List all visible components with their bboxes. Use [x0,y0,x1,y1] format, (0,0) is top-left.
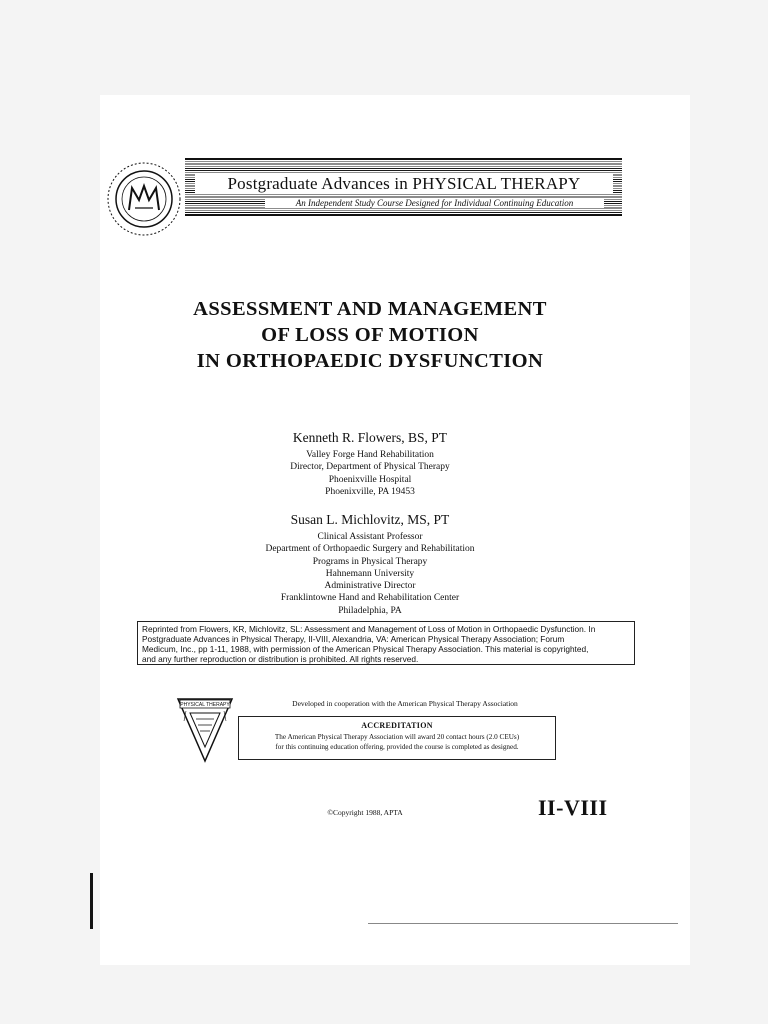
reprint-line: and any further reproduction or distribution is prohibited. All rights reserved. [142,654,419,664]
accreditation-line: The American Physical Therapy Association will award 20 contact hours (2.0 CEUs) [274,733,520,741]
document-title [130,296,610,374]
developed-note: Developed in cooperation with the American Physical Therapy Association [292,699,518,708]
logo-text: PHYSICAL THERAPY [180,702,230,709]
accreditation-heading: ACCREDITATION [361,721,433,730]
affiliation-line: Valley Forge Hand Rehabilitation [306,450,434,460]
title-line: OF LOSS OF MOTION [261,324,479,346]
reprint-line: Postgraduate Advances in Physical Therapy, II-VIII, Alexandria, VA: American Physical Therapy Association; Forum [142,634,565,644]
seal-logo-icon [105,160,183,238]
affiliation-line: Hahnemann University [325,568,415,579]
reprint-line: Medicum, Inc., pp 1-11, 1988, with permission of the American Physical Therapy Association. This material is copyrighted, [142,644,589,654]
title-line: ASSESSMENT AND MANAGEMENT [193,298,547,320]
affiliation-line: Director, Department of Physical Therapy [290,462,450,473]
series-subtitle: An Independent Study Course Designed for Individual Continuing Education [265,198,604,208]
affiliation-line: Phoenixville, PA 19453 [325,486,415,497]
author-block-1 [180,430,560,498]
affiliation-line: Clinical Assistant Professor [317,532,423,542]
apta-shield-logo-icon [176,697,234,763]
copyright-notice: ©Copyright 1988, APTA [327,808,403,817]
accreditation-line: for this continuing education offering, provided the course is completed as designed. [275,742,519,751]
affiliation-line: Programs in Physical Therapy [312,556,428,567]
author-name: Susan L. Michlovitz, MS, PT [290,512,450,527]
scan-edge-mark [90,873,93,929]
affiliation-line: Philadelphia, PA [338,605,402,616]
reprint-notice-box [137,621,635,665]
series-title: Postgraduate Advances in PHYSICAL THERAPY [195,174,613,194]
volume-number: II-VIII [538,795,608,820]
affiliation-line: Franklintowne Hand and Rehabilitation Center [280,593,460,604]
author-block-2 [180,512,560,617]
author-name: Kenneth R. Flowers, BS, PT [292,430,448,445]
accreditation-box [238,716,556,760]
title-line: IN ORTHOPAEDIC DYSFUNCTION [196,350,544,372]
series-banner [185,158,622,216]
bottom-divider [368,923,678,924]
reprint-line: Reprinted from Flowers, KR, Michlovitz, SL: Assessment and Management of Loss of Motion in Orthopaedic Dysfunction. In [142,624,596,634]
affiliation-line: Administrative Director [324,581,416,592]
affiliation-line: Phoenixville Hospital [328,474,412,485]
affiliation-line: Department of Orthopaedic Surgery and Rehabilitation [265,544,475,555]
